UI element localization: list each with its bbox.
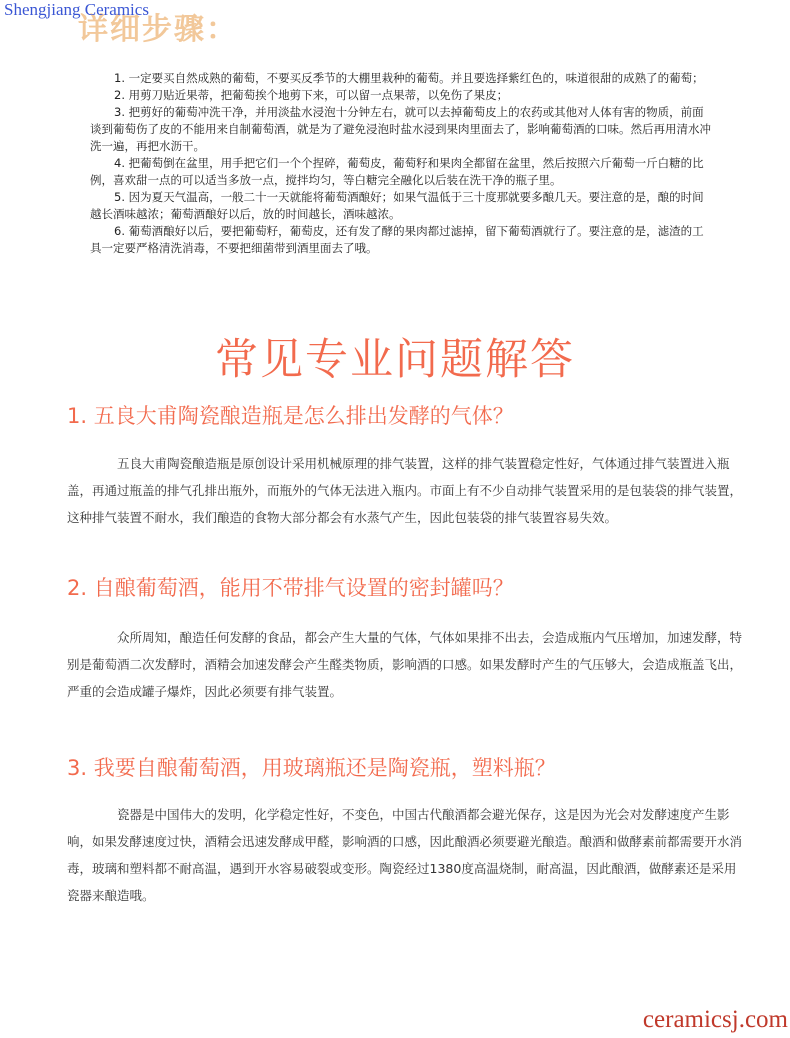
faq-question-2: 2. 自酿葡萄酒，能用不带排气设置的密封罐吗？ (67, 576, 514, 600)
step-item: 5. 因为夏天气温高，一般二十一天就能将葡萄酒酿好；如果气温低于三十度那就要多酿几天。要注意的是，酿的时间越长酒味越浓；葡萄酒酿好以后，放的时间越长，酒味越浓。 (90, 190, 704, 221)
faq-question-1: 1. 五良大甫陶瓷酿造瓶是怎么排出发酵的气体？ (67, 404, 514, 428)
step-item: 4. 把葡萄倒在盆里，用手把它们一个个捏碎，葡萄皮，葡萄籽和果肉全都留在盆里，然后按照六斤葡萄一斤白糖的比例，喜欢甜一点的可以适当多放一点，搅拌均匀，等白糖完全融化以后装在洗干净的瓶子里。 (90, 156, 704, 187)
step-item: 6. 葡萄酒酿好以后，要把葡萄籽，葡萄皮，还有发了酵的果肉都过滤掉，留下葡萄酒就行了。要注意的是，滤渣的工具一定要严格清洗消毒，不要把细菌带到酒里面去了哦。 (90, 224, 704, 255)
step-item: 2. 用剪刀贴近果蒂，把葡萄挨个地剪下来，可以留一点果蒂，以免伤了果皮； (114, 88, 509, 102)
faq-answer-2: 众所周知，酿造任何发酵的食品，都会产生大量的气体，气体如果排不出去，会造成瓶内气压增加，加速发酵，特别是葡萄酒二次发酵时，酒精会加速发酵会产生醛类物质，影响酒的口感。如果发酵时产生的气压够大，会造成瓶盖飞出，严重的会造成罐子爆炸，因此必须要有排气装置。 (67, 630, 743, 699)
steps-title: 详细步骤： (78, 12, 238, 47)
faq-question-3: 3. 我要自酿葡萄酒，用玻璃瓶还是陶瓷瓶，塑料瓶？ (67, 756, 556, 780)
watermark-top: Shengjiang Ceramics (4, 0, 149, 19)
faq-heading: 常见专业问题解答 (215, 335, 575, 385)
steps-list (0, 70, 790, 257)
faq-answer-3: 瓷器是中国伟大的发明，化学稳定性好，不变色，中国古代酿酒都会避光保存，这是因为光会对发酵速度产生影响，如果发酵速度过快，酒精会迅速发酵成甲醛，影响酒的口感，因此酿酒必须要避光酿造。酿酒和做酵素前都需要开水消毒，玻璃和塑料都不耐高温，遇到开水容易破裂或变形。陶瓷经过1380度高温烧制，耐高温，因此酿酒，做酵素还是采用瓷器来酿造哦。 (67, 807, 743, 903)
step-item: 3. 把剪好的葡萄冲洗干净，并用淡盐水浸泡十分钟左右，就可以去掉葡萄皮上的农药或其他对人体有害的物质，前面谈到葡萄伤了皮的不能用来自制葡萄酒，就是为了避免浸泡时盐水浸到果肉里面去了，影响葡萄酒的口味。然后再用清水冲洗一遍，再把水沥干。 (90, 105, 711, 153)
watermark-bottom: ceramicsj.com (642, 1006, 788, 1033)
step-item: 1. 一定要买自然成熟的葡萄，不要买反季节的大棚里栽种的葡萄。并且要选择紫红色的，味道很甜的成熟了的葡萄； (114, 71, 704, 85)
faq-answer-1: 五良大甫陶瓷酿造瓶是原创设计采用机械原理的排气装置，这样的排气装置稳定性好，气体通过排气装置进入瓶盖，再通过瓶盖的排气孔排出瓶外，而瓶外的气体无法进入瓶内。市面上有不少自动排气装置采用的是包装袋的排气装置，这种排气装置不耐水，我们酿造的食物大部分都会有水蒸气产生，因此包装袋的排气装置容易失效。 (67, 456, 743, 525)
